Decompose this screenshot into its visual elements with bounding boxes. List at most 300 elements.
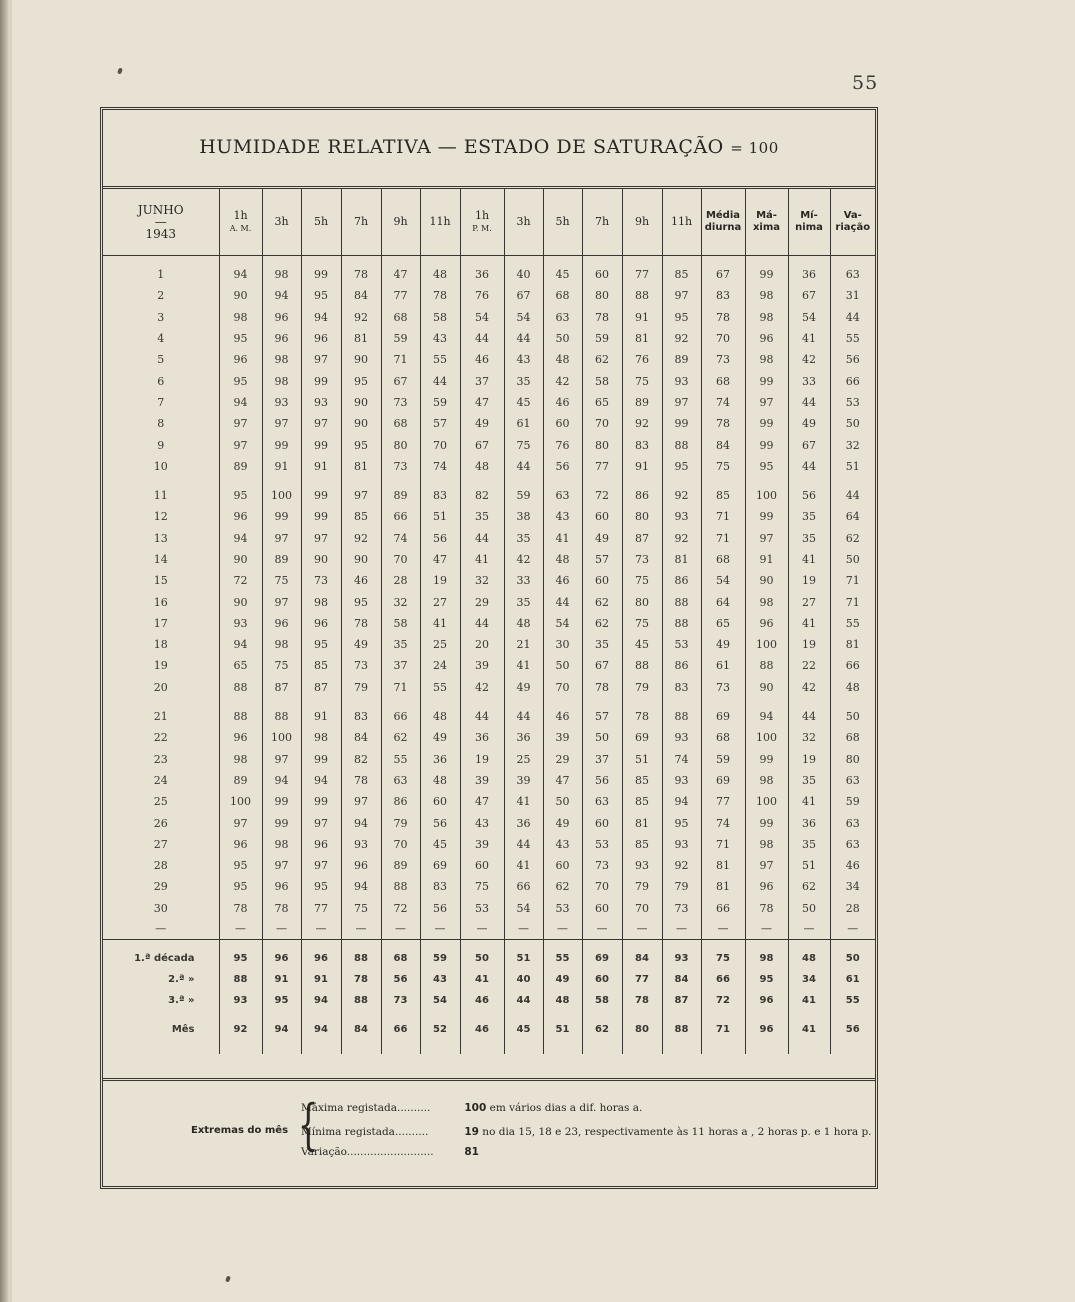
table-cell: 70 — [582, 876, 622, 897]
table-cell: 95 — [662, 307, 701, 328]
table-cell: 68 — [381, 307, 420, 328]
table-cell: 91 — [262, 969, 301, 990]
table-cell: 99 — [662, 413, 701, 434]
table-cell: 49 — [701, 634, 745, 655]
table-cell: 73 — [622, 549, 662, 570]
table-cell: 44 — [504, 328, 543, 349]
table-cell: 88 — [219, 706, 262, 727]
table-cell: 55 — [845, 994, 860, 1006]
spacer-cell — [219, 477, 262, 485]
column-header-line: 1h — [474, 208, 490, 222]
table-cell: 97 — [662, 285, 701, 306]
table-row — [103, 392, 875, 413]
table-cell: 81 — [662, 549, 701, 570]
decade-gap — [103, 477, 875, 485]
summary-gap — [103, 939, 875, 948]
spacer-cell — [460, 1011, 504, 1019]
table-cell: 64 — [701, 591, 745, 612]
spacer-cell — [504, 256, 543, 265]
table-cell: 91 — [301, 456, 341, 477]
table-cell: 71 — [381, 677, 420, 698]
spacer-cell — [745, 698, 788, 706]
table-cell: 31 — [845, 289, 860, 303]
table-cell: 77 — [622, 969, 662, 990]
table-cell: 60 — [543, 413, 582, 434]
spacer-cell — [504, 698, 543, 706]
table-cell: 98 — [301, 727, 341, 748]
table-cell: 85 — [622, 834, 662, 855]
table-cell: 44 — [845, 489, 860, 503]
table-cell: 67 — [701, 264, 745, 285]
spacer-cell — [341, 1040, 381, 1054]
table-cell: 95 — [662, 812, 701, 833]
table-cell: 97 — [662, 392, 701, 413]
table-cell: 59 — [845, 795, 860, 809]
row-label: 30 — [103, 898, 219, 919]
table-cell: 88 — [662, 613, 701, 634]
table-cell: 67 — [460, 434, 504, 455]
table-cell: 57 — [420, 413, 460, 434]
table-row — [103, 591, 875, 612]
spacer-cell — [830, 256, 875, 265]
table-cell: 56 — [845, 1023, 860, 1035]
table-cell: 25 — [504, 749, 543, 770]
spacer-cell — [622, 256, 662, 265]
table-cell: 35 — [504, 370, 543, 391]
spacer-cell — [504, 1040, 543, 1054]
table-cell: 78 — [341, 264, 381, 285]
table-cell: 61 — [701, 655, 745, 676]
row-label: 25 — [103, 791, 219, 812]
table-cell: 58 — [420, 307, 460, 328]
table-cell: 95 — [219, 855, 262, 876]
table-cell: 73 — [381, 456, 420, 477]
extremas-var-value: 81 — [464, 1146, 479, 1158]
table-cell: 53 — [582, 834, 622, 855]
table-row — [103, 307, 875, 328]
row-label: 1.ª década — [103, 948, 219, 969]
table-cell: 48 — [420, 706, 460, 727]
table-cell: 97 — [219, 413, 262, 434]
table-cell: 97 — [262, 855, 301, 876]
spacer-cell — [381, 1011, 420, 1019]
table-cell: 37 — [381, 655, 420, 676]
spacer-cell — [788, 698, 830, 706]
summary-row — [103, 990, 875, 1011]
table-cell: 74 — [701, 392, 745, 413]
table-cell: 95 — [301, 285, 341, 306]
table-cell: 68 — [381, 413, 420, 434]
brace-glyph: { — [297, 1093, 319, 1156]
table-cell: 78 — [701, 413, 745, 434]
spacer-cell — [830, 1011, 875, 1019]
table-cell: 44 — [788, 392, 830, 413]
table-row — [103, 613, 875, 634]
table-cell: 48 — [543, 349, 582, 370]
table-cell: 89 — [662, 349, 701, 370]
table-row — [103, 549, 875, 570]
table-cell: 59 — [504, 485, 543, 506]
table-cell: 76 — [622, 349, 662, 370]
spacer-cell — [262, 1011, 301, 1019]
table-cell: 74 — [701, 812, 745, 833]
table-cell: 48 — [420, 264, 460, 285]
table-cell: 99 — [301, 749, 341, 770]
table-cell: 47 — [381, 264, 420, 285]
table-header — [103, 189, 875, 256]
table-cell: 74 — [420, 456, 460, 477]
dash-cell: — — [830, 919, 875, 940]
table-cell: 98 — [745, 307, 788, 328]
column-header-line: 3h — [274, 215, 289, 228]
table-cell: 98 — [745, 948, 788, 969]
table-cell: 79 — [341, 677, 381, 698]
table-cell: 45 — [420, 834, 460, 855]
table-cell: 88 — [662, 434, 701, 455]
row-label: 5 — [103, 349, 219, 370]
table-cell: 65 — [701, 613, 745, 634]
table-cell: 67 — [504, 285, 543, 306]
row-label: 15 — [103, 570, 219, 591]
table-cell: 47 — [460, 392, 504, 413]
table-cell: 74 — [381, 528, 420, 549]
row-label: 27 — [103, 834, 219, 855]
table-cell: 55 — [420, 349, 460, 370]
spacer-cell — [830, 939, 875, 948]
table-cell: 48 — [460, 456, 504, 477]
table-cell: 88 — [341, 948, 381, 969]
table-row — [103, 485, 875, 506]
table-cell: 78 — [701, 307, 745, 328]
table-cell: 99 — [262, 791, 301, 812]
table-cell: 49 — [788, 413, 830, 434]
column-header-line: 9h — [634, 215, 650, 228]
table-cell: 80 — [582, 434, 622, 455]
table-cell: 42 — [504, 549, 543, 570]
page-number: 55 — [852, 72, 879, 94]
title-unit: = 100 — [730, 139, 779, 157]
table-cell: 100 — [745, 485, 788, 506]
column-header-line: 7h — [353, 215, 369, 228]
row-label: 9 — [103, 434, 219, 455]
spacer-cell — [701, 698, 745, 706]
spacer-cell — [701, 939, 745, 948]
spacer-cell — [103, 477, 219, 485]
table-cell: 87 — [662, 990, 701, 1011]
table-cell: 51 — [845, 459, 860, 473]
column-header-line: 9h — [393, 215, 408, 228]
table-cell: 100 — [745, 791, 788, 812]
table-cell: 92 — [219, 1019, 262, 1040]
table-cell: 66 — [381, 706, 420, 727]
spacer-cell — [788, 1040, 830, 1054]
table-cell: 90 — [301, 549, 341, 570]
table-cell: 78 — [420, 285, 460, 306]
spacer-cell — [262, 698, 301, 706]
table-cell: 20 — [460, 634, 504, 655]
table-cell: 45 — [543, 264, 582, 285]
table-cell: 93 — [341, 834, 381, 855]
spacer-cell — [701, 1011, 745, 1019]
table-cell: 39 — [460, 655, 504, 676]
table-cell: 84 — [622, 948, 662, 969]
table-cell: 96 — [341, 855, 381, 876]
table-row — [103, 506, 875, 527]
spacer-cell — [103, 1011, 219, 1019]
table-cell: 59 — [381, 328, 420, 349]
table-cell: 87 — [622, 528, 662, 549]
spacer-cell — [262, 1040, 301, 1054]
table-cell: 50 — [582, 727, 622, 748]
column-header — [582, 189, 622, 256]
table-cell: 44 — [460, 706, 504, 727]
spacer-cell — [830, 698, 875, 706]
table-cell: 98 — [219, 307, 262, 328]
ink-smudge — [225, 1275, 231, 1282]
table-cell: 96 — [262, 948, 301, 969]
table-cell: 96 — [301, 834, 341, 855]
table-cell: 63 — [582, 791, 622, 812]
table-cell: 90 — [341, 549, 381, 570]
extremas-min-value: 19 — [464, 1126, 479, 1138]
table-row — [103, 770, 875, 791]
dash-cell: — — [381, 919, 420, 940]
table-cell: 51 — [504, 948, 543, 969]
table-cell: 24 — [420, 655, 460, 676]
spacer-cell — [504, 1011, 543, 1019]
row-label: 1 — [103, 264, 219, 285]
table-cell: 88 — [381, 876, 420, 897]
table-cell: 45 — [504, 392, 543, 413]
table-cell: 79 — [622, 677, 662, 698]
table-cell: 49 — [420, 727, 460, 748]
table-cell: 88 — [745, 655, 788, 676]
spacer-cell — [381, 256, 420, 265]
column-header — [830, 189, 875, 256]
row-label: 2 — [103, 285, 219, 306]
table-cell: 81 — [622, 328, 662, 349]
table-cell: 68 — [845, 731, 860, 745]
table-cell: 59 — [701, 749, 745, 770]
spacer-cell — [341, 477, 381, 485]
table-cell: 100 — [262, 727, 301, 748]
table-cell: 77 — [582, 456, 622, 477]
column-header-line: JUNHO — [137, 203, 184, 217]
table-cell: 63 — [845, 816, 860, 830]
table-cell: 46 — [460, 349, 504, 370]
table-cell: 73 — [341, 655, 381, 676]
table-cell: 94 — [301, 770, 341, 791]
table-cell: 99 — [262, 812, 301, 833]
spacer-cell — [219, 939, 262, 948]
spacer-cell — [341, 939, 381, 948]
table-cell: 80 — [845, 752, 860, 766]
dash-cell: — — [460, 919, 504, 940]
table-cell: 50 — [845, 553, 860, 566]
row-label: 12 — [103, 506, 219, 527]
table-cell: 36 — [460, 727, 504, 748]
row-label: 3 — [103, 307, 219, 328]
table-cell: 90 — [219, 591, 262, 612]
table-cell: 69 — [701, 770, 745, 791]
spacer-cell — [504, 939, 543, 948]
extremas-max-row — [301, 1102, 642, 1114]
table-cell: 33 — [504, 570, 543, 591]
row-label: 11 — [103, 485, 219, 506]
column-header-line: xima — [752, 222, 781, 233]
table-cell: 68 — [381, 948, 420, 969]
table-cell: 93 — [622, 855, 662, 876]
table-cell: 88 — [219, 677, 262, 698]
spacer-cell — [745, 1040, 788, 1054]
table-cell: 94 — [341, 876, 381, 897]
table-cell: 78 — [582, 677, 622, 698]
table-cell: 82 — [341, 749, 381, 770]
table-cell: 32 — [381, 591, 420, 612]
column-header — [219, 189, 262, 256]
column-header-line: — — [154, 215, 167, 229]
table-cell: 88 — [219, 969, 262, 990]
column-header — [103, 189, 219, 256]
table-cell: 47 — [460, 791, 504, 812]
table-cell: 73 — [582, 855, 622, 876]
table-cell: 53 — [460, 898, 504, 919]
table-cell: 22 — [788, 655, 830, 676]
spacer-cell — [662, 477, 701, 485]
table-cell: 98 — [262, 349, 301, 370]
table-cell: 94 — [219, 392, 262, 413]
spacer-cell — [662, 256, 701, 265]
table-cell: 100 — [745, 634, 788, 655]
table-cell: 43 — [420, 328, 460, 349]
table-cell: 62 — [381, 727, 420, 748]
table-cell: 71 — [845, 574, 860, 588]
row-label: 3.ª » — [103, 990, 219, 1011]
table-cell: 97 — [219, 434, 262, 455]
column-header-line: 3h — [516, 215, 531, 228]
humidity-table — [103, 189, 875, 1054]
table-cell: 96 — [262, 307, 301, 328]
table-cell: 37 — [460, 370, 504, 391]
row-label: 16 — [103, 591, 219, 612]
table-cell: 88 — [622, 285, 662, 306]
table-cell: 92 — [341, 528, 381, 549]
table-cell: 69 — [420, 855, 460, 876]
table-row — [103, 706, 875, 727]
table-cell: 44 — [788, 706, 830, 727]
table-cell: 88 — [622, 655, 662, 676]
table-cell: 27 — [420, 591, 460, 612]
table-cell: 95 — [219, 485, 262, 506]
table-cell: 21 — [504, 634, 543, 655]
table-cell: 92 — [622, 413, 662, 434]
column-header-line: diurna — [704, 222, 742, 233]
dash-cell: — — [622, 919, 662, 940]
row-label: 2.ª » — [103, 969, 219, 990]
table-cell: 70 — [582, 413, 622, 434]
table-cell: 90 — [745, 570, 788, 591]
table-cell: 44 — [504, 834, 543, 855]
spacer-cell — [543, 477, 582, 485]
table-cell: 86 — [662, 570, 701, 591]
spacer-cell — [341, 698, 381, 706]
table-cell: 97 — [301, 528, 341, 549]
summary-row — [103, 948, 875, 969]
table-cell: 49 — [460, 413, 504, 434]
table-cell: 78 — [582, 307, 622, 328]
column-header-line: 11h — [429, 215, 451, 228]
table-cell: 97 — [262, 591, 301, 612]
table-cell: 90 — [341, 349, 381, 370]
row-label: 20 — [103, 677, 219, 698]
table-cell: 65 — [219, 655, 262, 676]
spacer-cell — [103, 698, 219, 706]
table-cell: 60 — [582, 570, 622, 591]
table-cell: 55 — [381, 749, 420, 770]
table-cell: 91 — [262, 456, 301, 477]
row-label: 10 — [103, 456, 219, 477]
spacer-cell — [543, 939, 582, 948]
table-cell: 56 — [420, 528, 460, 549]
table-cell: 96 — [301, 613, 341, 634]
table-cell: 94 — [262, 285, 301, 306]
table-cell: 83 — [701, 285, 745, 306]
table-cell: 84 — [701, 434, 745, 455]
table-cell: 51 — [788, 855, 830, 876]
table-cell: 47 — [420, 549, 460, 570]
table-cell: 36 — [788, 264, 830, 285]
table-cell: 66 — [504, 876, 543, 897]
page-title — [100, 136, 878, 158]
table-row — [103, 727, 875, 748]
table-cell: 99 — [301, 434, 341, 455]
dash-cell: — — [745, 919, 788, 940]
table-cell: 93 — [662, 727, 701, 748]
table-cell: 65 — [582, 392, 622, 413]
column-header-line: Má- — [756, 210, 777, 221]
table-cell: 44 — [460, 613, 504, 634]
spacer-cell — [543, 256, 582, 265]
table-cell: 53 — [662, 634, 701, 655]
table-cell: 87 — [301, 677, 341, 698]
spacer-cell — [301, 1040, 341, 1054]
table-cell: 41 — [788, 613, 830, 634]
table-cell: 74 — [662, 749, 701, 770]
table-cell: 41 — [788, 990, 830, 1011]
table-cell: 72 — [219, 570, 262, 591]
table-body — [103, 256, 875, 1054]
header-row — [103, 189, 875, 256]
spacer-cell — [103, 256, 219, 265]
table-cell: 96 — [745, 1019, 788, 1040]
table-cell: 67 — [582, 655, 622, 676]
table-cell: 81 — [341, 456, 381, 477]
table-cell: 95 — [301, 876, 341, 897]
table-cell: 95 — [341, 434, 381, 455]
table-cell: 56 — [543, 456, 582, 477]
table-cell: 36 — [420, 749, 460, 770]
table-cell: 95 — [341, 370, 381, 391]
row-label: 17 — [103, 613, 219, 634]
table-cell: 58 — [381, 613, 420, 634]
table-cell: 83 — [662, 677, 701, 698]
table-cell: 91 — [301, 969, 341, 990]
table-cell: 48 — [420, 770, 460, 791]
table-cell: 41 — [788, 328, 830, 349]
spacer-cell — [745, 1011, 788, 1019]
table-cell: 62 — [582, 591, 622, 612]
spacer-cell — [219, 698, 262, 706]
